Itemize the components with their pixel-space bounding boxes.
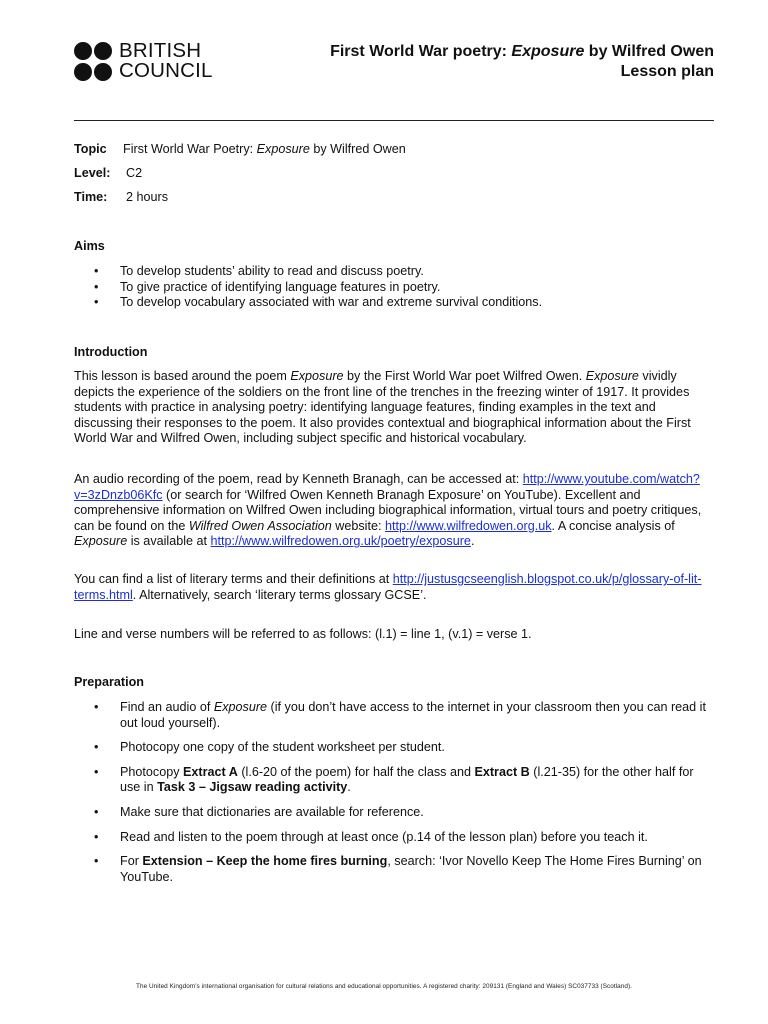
list-item: • Make sure that dictionaries are available for reference. xyxy=(92,805,716,821)
list-item: • Photocopy Extract A (l.6-20 of the poem) for half the class and Extract B (l.21-35) for the other half for use in Task 3 – Jigsaw reading activity. xyxy=(92,765,716,796)
time-label: Time: xyxy=(74,190,108,204)
youtube-link[interactable]: http://www.youtube.com/watch?v=3zDnzb06Kfc xyxy=(74,472,700,502)
exposure-analysis-link[interactable]: http://www.wilfredowen.org.uk/poetry/exposure xyxy=(210,534,471,549)
aims-heading: Aims xyxy=(74,239,105,253)
level-value: C2 xyxy=(126,166,143,180)
list-item: • For Extension – Keep the home fires burning, search: ‘Ivor Novello Keep The Home Fires Burning’ on YouTube. xyxy=(92,854,716,885)
topic-label: Topic xyxy=(74,142,107,156)
list-item: • Find an audio of Exposure (if you don’t have access to the internet in your classroom then you can read it out loud yourself). xyxy=(92,700,716,731)
wilfred-owen-site-link[interactable]: http://www.wilfredowen.org.uk xyxy=(384,518,552,533)
preparation-list xyxy=(92,700,716,885)
glossary-link[interactable]: http://justusgcseenglish.blogspot.co.uk/p/glossary-of-lit-terms.html xyxy=(74,572,702,602)
preparation-heading: Preparation xyxy=(74,675,144,689)
level-label: Level: xyxy=(74,166,111,180)
topic-value: First World War Poetry: Exposure by Wilfred Owen xyxy=(123,142,406,156)
intro-paragraph-4: Line and verse numbers will be referred to as follows: (l.1) = line 1, (v.1) = verse 1. xyxy=(74,627,532,641)
list-item: • Read and listen to the poem through at least once (p.14 of the lesson plan) before you teach it. xyxy=(92,830,716,846)
list-item: • To develop vocabulary associated with war and extreme survival conditions. xyxy=(92,295,716,311)
logo-dots-icon xyxy=(74,42,116,82)
logo-word-council: COUNCIL xyxy=(119,59,213,82)
intro-paragraph-1: This lesson is based around the poem Exposure by the First World War poet Wilfred Owen. Exposure vividly depicts the experience of the soldiers on the front line of the trenches in the freezing winter of 1917. It provides students with practice in analysing poetry: identifying language features, finding examples in the text and discussing their responses to the poem. It also provides contextual and biographical information about the First World War and Wilfred Owen, including subject specific and historical vocabulary. xyxy=(74,369,691,446)
intro-paragraph-3: You can find a list of literary terms and their definitions at http://justusgcseenglish.blogspot.co.uk/p/glossary-of-lit-terms.html. Alternatively, search ‘literary terms glossary GCSE’. xyxy=(74,572,702,602)
footer-note: The United Kingdom’s international organisation for cultural relations and educational opportunities. A registered charity: 209131 (England and Wales) SC037733 (Scotland). xyxy=(136,983,632,990)
list-item: • Photocopy one copy of the student worksheet per student. xyxy=(92,740,716,756)
introduction-heading: Introduction xyxy=(74,345,148,359)
title-line-2: Lesson plan xyxy=(620,63,714,80)
logo-word-british: BRITISH xyxy=(119,39,202,62)
list-item: • To give practice of identifying language features in poetry. xyxy=(92,280,716,296)
british-council-logo xyxy=(74,40,224,84)
time-value: 2 hours xyxy=(126,190,169,204)
document-title xyxy=(330,42,714,82)
list-item: • To develop students’ ability to read and discuss poetry. xyxy=(92,264,716,280)
header-divider xyxy=(74,120,714,121)
aims-list xyxy=(92,264,716,311)
intro-paragraph-2: An audio recording of the poem, read by Kenneth Branagh, can be accessed at: http://www.youtube.com/watch?v=3zDnzb06Kfc (or search for ‘Wilfred Owen Kenneth Branagh Exposure’ on YouTube). Excellent and comprehensive information on Wilfred Owen including biographical information, virtual tours and poetry critiques, can be found on the Wilfred Owen Association website: http://www.wilfredowen.org.uk. A concise analysis of Exposure is available at http://www.wilfredowen.org.uk/poetry/exposure. xyxy=(74,472,702,549)
title-line-1: First World War poetry: Exposure by Wilfred Owen xyxy=(330,43,714,60)
lesson-meta xyxy=(74,142,674,212)
